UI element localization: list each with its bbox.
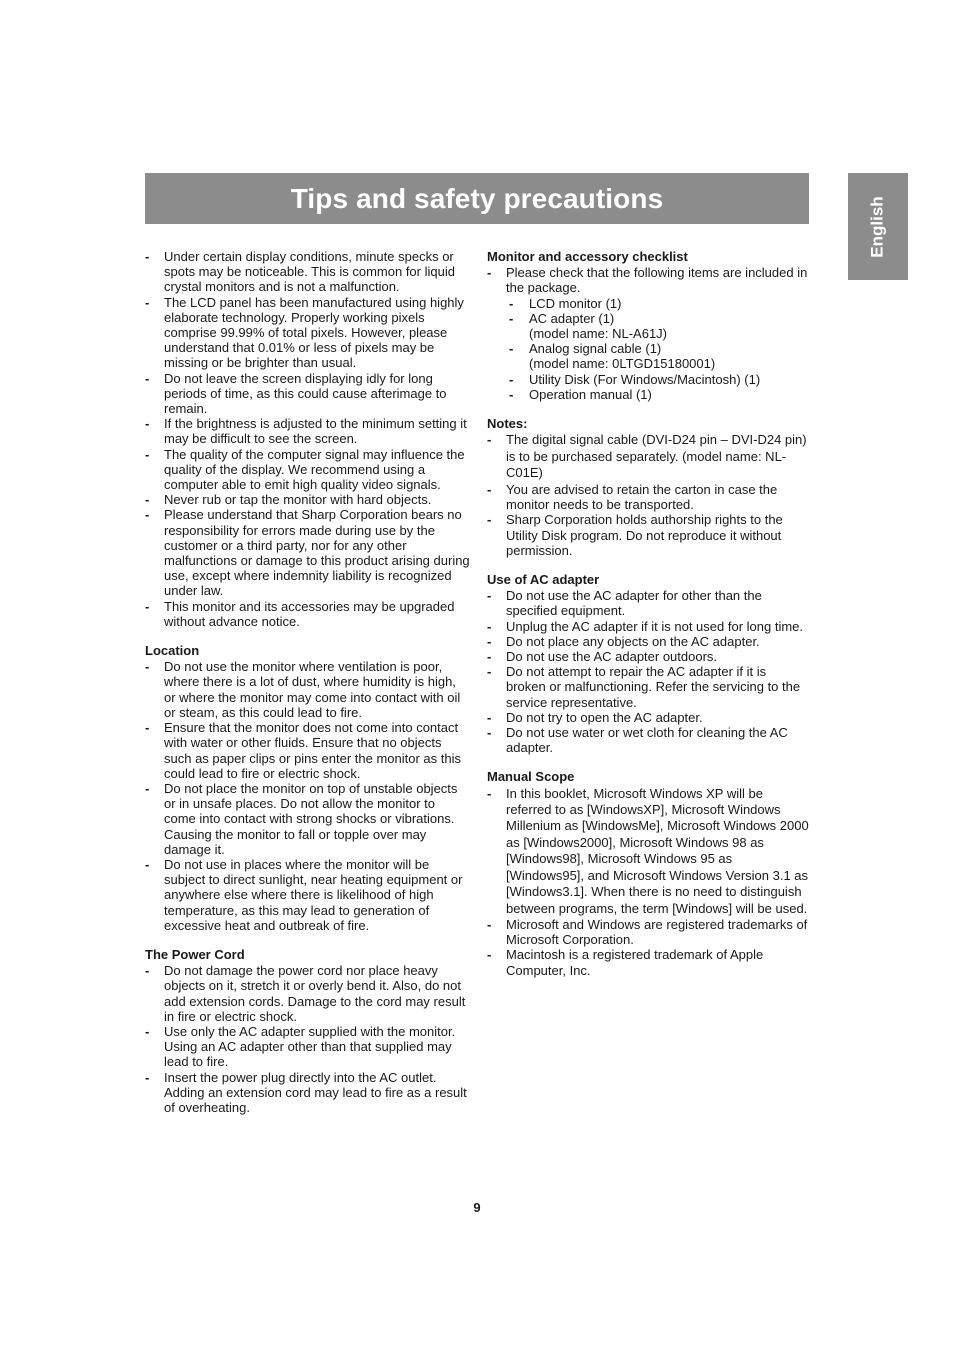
checklist-section [487,249,809,402]
dash-bullet: - [487,432,492,448]
dash-bullet: - [145,507,150,523]
general-list [145,249,470,629]
dash-bullet: - [145,446,150,462]
list-item: - Do not leave the screen displaying idly for long periods of time, as this could cause afterimage to remain. [145,370,447,417]
dash-bullet: - [487,916,492,932]
list-item: - Insert the power plug directly into the AC outlet. Adding an extension cord may lead to fire as a result of overheating. [145,1069,467,1115]
location-list [145,659,470,933]
dash-bullet: - [145,720,150,736]
dash-bullet: - [145,416,150,432]
list-item: - Do not use the AC adapter for other than the specified equipment. [487,588,762,619]
notes-section [487,416,809,558]
dash-bullet: - [145,1023,150,1039]
list-item: - Never rub or tap the monitor with hard objects. [145,492,432,508]
dash-bullet: - [487,482,492,498]
checklist-item: - Analog signal cable (1) (model name: 0LTGD15180001) [509,341,716,372]
list-item: - Unplug the AC adapter if it is not used for long time. [487,618,804,634]
dash-bullet: - [509,371,514,387]
dash-bullet: - [145,492,150,508]
list-item: - The LCD panel has been manufactured using highly elaborate technology. Properly working pixels comprise 99.99% of total pixels. However, please understand that 0.01% or less of pixels may be missing or be brighter than usual. [145,294,464,371]
dash-bullet: - [487,725,492,741]
ac-adapter-list [487,588,809,755]
dash-bullet: - [145,598,150,614]
notes-list [487,432,809,558]
dash-bullet: - [487,947,492,963]
list-item: - The quality of the computer signal may influence the quality of the display. We recommend using a computer able to emit high quality video signals. [145,446,465,493]
dash-bullet: - [487,709,492,725]
section-heading: Manual Scope [487,769,575,785]
location-section [145,643,470,933]
manual-scope-section [487,769,809,977]
list-item: - Do not use water or wet cloth for cleaning the AC adapter. [487,725,788,756]
language-tab-label: English [868,195,887,258]
dash-bullet: - [145,963,150,979]
dash-bullet: - [487,649,492,665]
checklist-item: - Operation manual (1) [509,386,652,402]
list-item: - Do not try to open the AC adapter. [487,709,703,725]
checklist-sublist [506,296,809,402]
dash-bullet: - [487,633,492,649]
list-item: - Do not damage the power cord nor place heavy objects on it, stretch it or overly bend it. Also, do not add extension cords. Damage to the cord may result in fire or electric shock. [145,963,466,1024]
list-item: - Use only the AC adapter supplied with the monitor. Using an AC adapter other than that supplied may lead to fire. [145,1023,456,1070]
dash-bullet: - [145,659,150,675]
dash-bullet: - [487,618,492,634]
checklist-item: - Utility Disk (For Windows/Macintosh) (1) [509,371,761,387]
list-item: - This monitor and its accessories may be upgraded without advance notice. [145,598,455,629]
dash-bullet: - [509,341,514,357]
dash-bullet: - [145,249,150,264]
ac-adapter-section [487,572,809,755]
left-column [145,249,470,1129]
section-heading: Use of AC adapter [487,572,600,588]
dash-bullet: - [487,664,492,680]
language-tab [848,173,908,280]
title-bar [145,173,809,224]
list-item: - Do not use in places where the monitor will be subject to direct sunlight, near heating equipment or anywhere else where there is likelihood of high temperature, as this may lead to generation of excessive heat and outbreak of fire. [145,856,463,933]
checklist-item: - LCD monitor (1) [509,295,622,311]
list-item: - Do not place the monitor on top of unstable objects or in unsafe places. Do not allow the monitor to come into contact with strong shocks or vibrations. Causing the monitor to fall or topple over may damage it. [145,780,458,857]
list-item: - Do not use the AC adapter outdoors. [487,649,718,665]
dash-bullet: - [509,295,514,311]
dash-bullet: - [145,370,150,386]
checklist-item: - AC adapter (1) (model name: NL-A61J) [509,310,667,342]
section-heading: The Power Cord [145,946,245,962]
dash-bullet: - [509,310,514,326]
list-item: - Please understand that Sharp Corporation bears no responsibility for errors made during use by the customer or a third party, nor for any other malfunctions or damage to this product arising during use, except where indemnity liability is recognized under law. [145,507,470,599]
list-item: - In this booklet, Microsoft Windows XP will be referred to as [WindowsXP], Microsoft Windows Millenium as [WindowsMe], Microsoft Windows 2000 as [Windows2000], Microsoft Windows 98 as [Windows98], Microsoft Windows 95 as [Windows95], and Microsoft Windows Version 3.1 as [Windows3.1]. When there is no need to distinguish between programs, the term [Windows] will be used. [487,785,809,916]
general-section [145,249,470,629]
dash-bullet: - [145,856,150,872]
checklist-list [487,265,809,402]
section-heading: Monitor and accessory checklist [487,249,688,264]
dash-bullet: - [487,588,492,604]
list-item: - Macintosh is a registered trademark of Apple Computer, Inc. [487,947,764,978]
dash-bullet: - [145,1069,150,1085]
section-heading: Location [145,643,200,659]
list-item: - You are advised to retain the carton in case the monitor needs to be transported. [487,482,778,513]
list-item: - Please check that the following items are included in the package. - LCD monitor (1) - AC adapter (1) (model name: NL-A61J) - Analog signal cable (1) (model name: 0LTGD15180001) - Utility Disk (For Windows/Macintosh) (1) - Operation manual (1) [487,265,808,402]
power-cord-list [145,963,470,1115]
right-column [487,249,809,992]
page-number: 9 [473,1200,481,1215]
dash-bullet: - [487,512,492,528]
list-item: - Do not attempt to repair the AC adapter if it is broken or malfunctioning. Refer the servicing to the service representative. [487,664,801,710]
section-heading: Notes: [487,416,528,432]
dash-bullet: - [487,785,492,801]
list-item: - Sharp Corporation holds authorship rights to the Utility Disk program. Do not reproduce it without permission. [487,512,783,558]
dash-bullet: - [509,386,514,402]
list-item: - The digital signal cable (DVI-D24 pin – DVI-D24 pin) is to be purchased separately. (model name: NL-C01E) [487,432,807,481]
dash-bullet: - [487,265,492,281]
list-item: - Do not place any objects on the AC adapter. [487,633,760,649]
manual-scope-list [487,786,809,978]
power-cord-section [145,947,470,1115]
list-item: - If the brightness is adjusted to the minimum setting it may be difficult to see the screen. [145,416,467,447]
list-item: - Microsoft and Windows are registered trademarks of Microsoft Corporation. [487,916,808,948]
page-title: Tips and safety precautions [290,182,664,214]
dash-bullet: - [145,780,150,796]
list-item: - Ensure that the monitor does not come into contact with water or other fluids. Ensure that no objects such as paper clips or pins enter the monitor as this could lead to fire or electric shock. [145,720,461,781]
list-item: - Under certain display conditions, minute specks or spots may be noticeable. This is common for liquid crystal monitors and is not a malfunction. [145,249,455,295]
list-item: - Do not use the monitor where ventilation is poor, where there is a lot of dust, where humidity is high, or where the monitor may come into contact with oil or steam, as this could lead to fire. [145,659,461,720]
dash-bullet: - [145,294,150,310]
